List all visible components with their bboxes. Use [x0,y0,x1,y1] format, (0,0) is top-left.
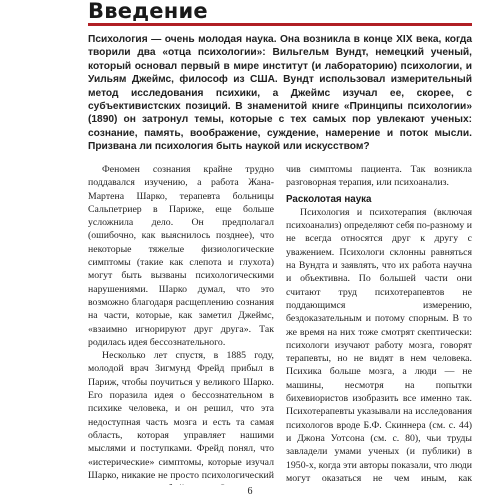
right-column [286,163,472,485]
intro-paragraph: Психология — очень молодая наука. Она возникла в конце XIX века, когда творили два «отца психологии»: Вильгельм Вундт, немецкий ученый, который основал первый в мире институт (и лабораторию) психологии, и Уильям Джеймс, философ из США. Вундт использовал измерительный метод исследования психики, а Джеймс изучал ее, скорее, с субъективистских позиций. В знаменитой книге «Принципы психологии» (1890) он затронул темы, которые с тех самых пор увлекают ученых: сознание, память, воображение, суждение, намерение и поток мысли. Призвана ли психология быть наукой или искусством? [88,34,472,153]
left-column [88,163,274,485]
section-subheading: Расколотая наука [286,193,372,205]
page-number: 6 [247,486,253,497]
body-paragraph: Феномен сознания крайне трудно поддавался изучению, а работа Жана-Мартена Шарко, терапевта больницы Сальпетриер в Париже, еще больше усложнила дело. Он предполагал (ошибочно, как выяснилось позднее), что некоторые тяжелые физиологические симптомы (такие как слепота и глухота) могут быть вызваны психологическими нарушениями. Шарко думал, что это возможно благодаря расщеплению сознания на части, которые, как заметил Джеймс, «взаимно игнорируют друг друга». Так родилась идея бессознательного. [88,164,274,348]
body-paragraph: чив симптомы пациента. Так возникла разговорная терапия, или психоанализ. [286,164,472,189]
title-underline-rule [88,23,472,26]
chapter-title: Введение [88,0,208,23]
body-paragraph: Психология и психотерапия (включая психоанализ) определяют себя по-разному и не всегда относятся друг к другу с уважением. Психологи склонны равняться на Вундта и заявлять, что их работа научна и объективна. По большей части они считают труд психотерапевтов не поддающимся измерению, бездоказательным и потому спорным. В то же время на них тоже смотрят скептически: психологи изучают работу мозга, говорят терапевты, но не видят в нем человека. Психика больше мозга, а люди — не машины, несмотря на попытки бихевиористов изобразить все именно так. Психотерапевты указывали на исследования психологов вроде Б.Ф. Скиннера (см. с. 44) и Джона Уотсона (см. с. 80), чьи труды завладели умами ученых (и публики) в 1950-х, когда эти авторы показали, что люди могут оказаться не чем иным, как [286,206,472,484]
body-paragraph: Несколько лет спустя, в 1885 году, молодой врач Зигмунд Фрейд прибыл в Париж, чтобы поучиться у великого Шарко. Его поразила идея о бессознательном в психике человека, и он решил, что эта недоступная часть мозга и есть та самая область, которая управляет нашими мыслями и поступками. Фрейд понял, что «истерические» симптомы, которые изучал Шарко, никакие не просто психологический [88,350,274,481]
